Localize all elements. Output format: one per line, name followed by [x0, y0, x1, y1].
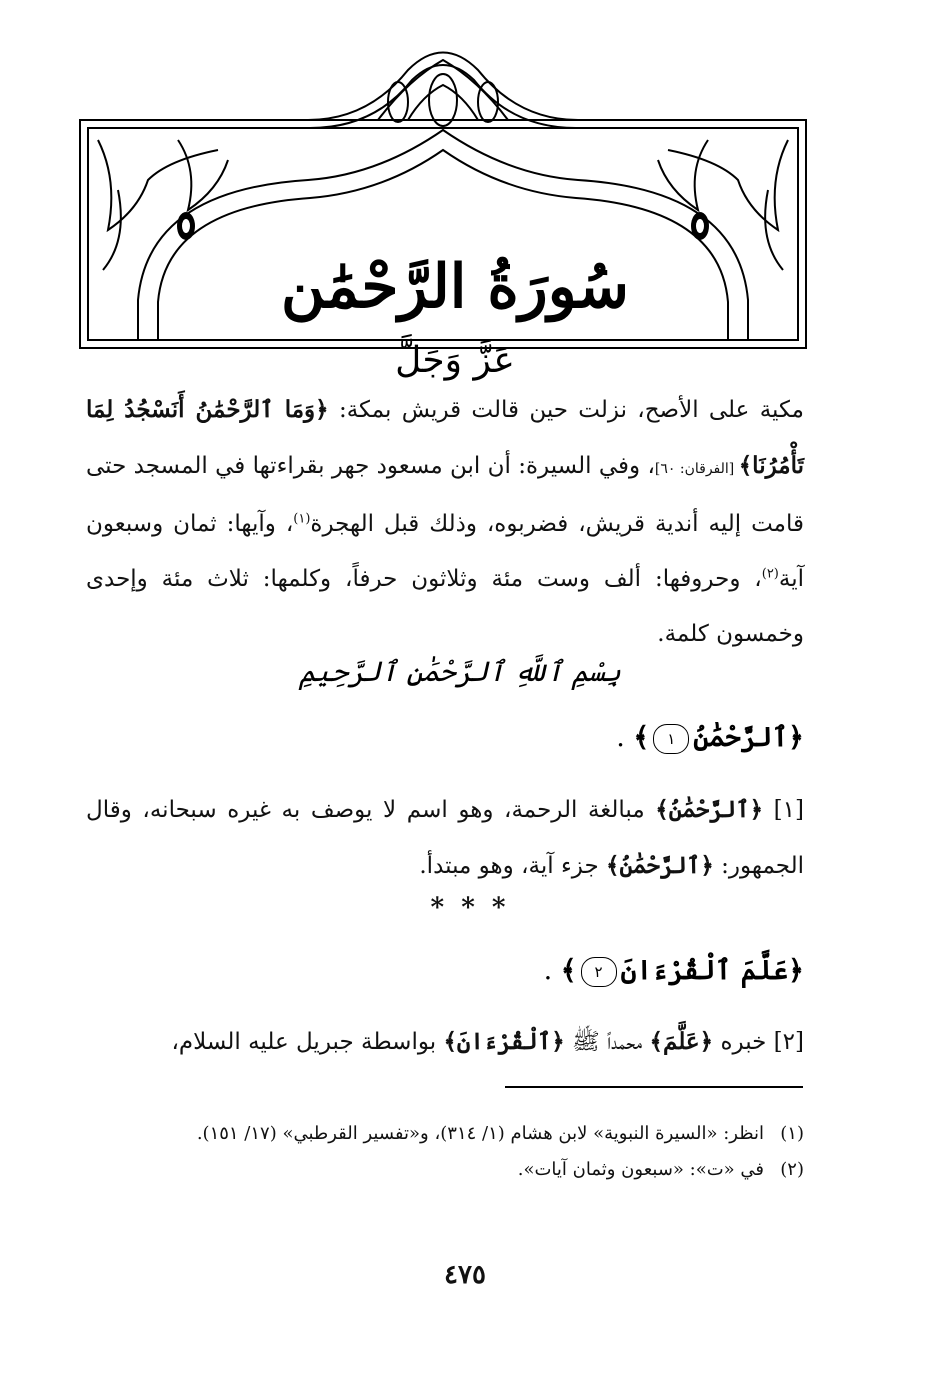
intro-text: مكية على الأصح، نزلت حين قالت قريش بمكة: [328, 397, 804, 423]
footnote-number: (٢) [780, 1159, 804, 1180]
intro-paragraph [86, 382, 804, 662]
surah-title: سُورَةُ الرَّحْمَٰن [280, 252, 630, 322]
footnote-1 [86, 1116, 804, 1152]
quran-quote: ﴿ٱلرَّحْمَٰنُ﴾ [605, 852, 714, 879]
quran-quote: ﴿ٱلرَّحْمَٰنُ﴾ [655, 796, 764, 823]
footnote-text: انظر: «السيرة النبوية» لابن هشام (١/ ٣١٤)، و«تفسير القرطبي» (١٧/ ١٥١). [196, 1123, 764, 1144]
verse-2 [544, 955, 804, 987]
verse-number-badge: ٢ [581, 957, 617, 987]
footnote-marker[interactable]: (٢) [761, 566, 779, 582]
footnote-text: في «ت»: «سبعون وثمان آيات». [517, 1159, 764, 1180]
verse-1 [616, 722, 804, 754]
commentary-text: بواسطة جبريل عليه السلام، [171, 1029, 444, 1055]
intro-text: ، وفي السيرة: أن ابن مسعود جهر بقراءتها في المسجد حتى قامت إليه أندية قريش، فضربوه، وذلك قبل الهجرة [86, 453, 804, 537]
footnote-number: (١) [780, 1123, 804, 1144]
verse-number-badge: ١ [653, 724, 689, 754]
section-separator: * * * [430, 893, 510, 923]
quran-quote: ﴿وَمَا ٱلرَّحْمَٰنُ أَنَسْجُدُ لِمَا تَأْمُرُنَا﴾ [86, 396, 805, 479]
footnote-2 [86, 1152, 804, 1188]
quran-quote: ﴿عَلَّمَ﴾ [649, 1028, 714, 1055]
commentary-2 [86, 1014, 804, 1070]
verse-text: ﴿ٱلرَّحْمَٰنُ [693, 722, 804, 753]
quran-citation: [الفرقان: ٦٠] [654, 461, 739, 477]
verse-close-bracket: ﴾ [560, 955, 577, 986]
surah-subtitle: عَزَّ وَجَلَّ [395, 340, 515, 381]
verse-text: ﴿عَلَّمَ ٱلْقُرْءَانَ [620, 955, 804, 986]
commentary-text: خبره [713, 1029, 767, 1055]
intro-text: ، وآيها: ثمان وسبعون آية [86, 511, 804, 592]
verse-close-bracket: ﴾ [633, 722, 650, 753]
quran-quote: ﴿ٱلْقُرْءَانَ﴾ [443, 1028, 565, 1055]
commentary-text: جزء آية، وهو مبتدأ. [419, 853, 606, 879]
footnotes [86, 1116, 804, 1188]
commentary-text: مبالغة الرحمة، وهو اسم لا يوصف به غيره سبحانه، وقال الجمهور: [86, 797, 804, 879]
footnote-divider [505, 1086, 803, 1088]
commentary-1 [86, 782, 804, 894]
intro-text: ، وحروفها: ألف وست مئة وثلاثون حرفاً، وكلمها: ثلاث مئة وإحدى وخمسون كلمة. [86, 566, 804, 647]
verse-end-dot: . [543, 955, 561, 986]
verse-end-dot: . [616, 722, 634, 753]
commentary-label: [٢] [766, 1029, 804, 1055]
commentary-text: محمداً ﷺ [564, 1029, 650, 1055]
footnote-marker[interactable]: (١) [293, 511, 311, 527]
page-number: ٤٧٥ [444, 1260, 486, 1290]
basmala: بِسْمِ ٱللَّهِ ٱلرَّحْمَٰنِ ٱلرَّحِيمِ [298, 655, 621, 688]
commentary-label: [١] [763, 797, 804, 823]
